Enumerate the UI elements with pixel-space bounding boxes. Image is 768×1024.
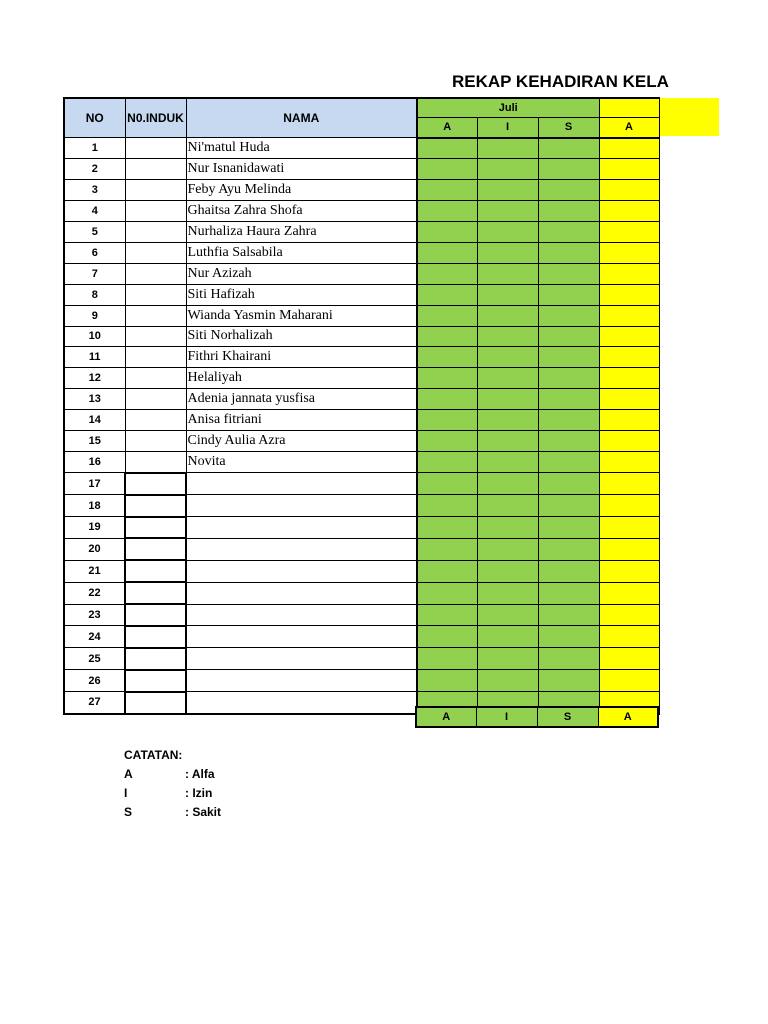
cell-i[interactable] <box>477 670 538 692</box>
cell-s[interactable] <box>538 604 599 626</box>
cell-a[interactable] <box>417 538 477 560</box>
cell-s[interactable] <box>538 473 599 495</box>
cell-induk[interactable] <box>125 180 186 201</box>
cell-a[interactable] <box>417 430 477 451</box>
table-row <box>64 670 659 692</box>
cell-no[interactable]: 2 <box>64 159 125 180</box>
cell-induk[interactable] <box>125 626 186 648</box>
header-month[interactable]: Juli <box>417 98 599 118</box>
cell-s[interactable] <box>538 495 599 517</box>
cell-s[interactable] <box>538 410 599 431</box>
table-row <box>64 180 659 201</box>
table-row <box>64 560 659 582</box>
cell-next-a[interactable] <box>599 201 659 222</box>
cell-a[interactable] <box>417 180 477 201</box>
cell-nama[interactable] <box>186 604 417 626</box>
cell-a[interactable] <box>417 368 477 389</box>
cell-next-a[interactable] <box>599 560 659 582</box>
cell-i[interactable] <box>477 347 538 368</box>
cell-s[interactable] <box>538 326 599 347</box>
cell-next-a[interactable] <box>599 263 659 284</box>
cell-nama[interactable]: Wianda Yasmin Maharani <box>186 305 417 326</box>
footer-subheader <box>415 706 659 728</box>
cell-no[interactable]: 15 <box>64 430 125 451</box>
cell-induk[interactable] <box>125 284 186 305</box>
cell-nama[interactable]: Siti Norhalizah <box>186 326 417 347</box>
cell-next-a[interactable] <box>599 347 659 368</box>
table-row <box>64 242 659 263</box>
attendance-table <box>63 97 660 715</box>
cell-nama[interactable]: Luthfia Salsabila <box>186 242 417 263</box>
cell-nama[interactable] <box>186 495 417 517</box>
table-row <box>64 410 659 431</box>
cell-i[interactable] <box>477 138 538 159</box>
table-row <box>64 517 659 539</box>
note-key: S <box>124 805 133 819</box>
cell-next-a[interactable] <box>599 538 659 560</box>
cell-no[interactable]: 14 <box>64 410 125 431</box>
header-sub-a[interactable]: A <box>417 118 477 138</box>
cell-no[interactable]: 25 <box>64 648 125 670</box>
cell-no[interactable]: 18 <box>64 495 125 517</box>
cell-next-a[interactable] <box>599 670 659 692</box>
cell-nama[interactable] <box>186 560 417 582</box>
cell-next-a[interactable] <box>599 159 659 180</box>
table-row <box>64 430 659 451</box>
cell-i[interactable] <box>477 159 538 180</box>
table-row <box>64 138 659 159</box>
cell-induk[interactable] <box>125 368 186 389</box>
table-row <box>64 284 659 305</box>
cell-s[interactable] <box>538 560 599 582</box>
sheet-title: REKAP KEHADIRAN KELA <box>452 72 669 91</box>
cell-nama[interactable] <box>186 582 417 604</box>
cell-nama[interactable] <box>186 692 417 714</box>
cell-induk[interactable] <box>125 347 186 368</box>
cell-i[interactable] <box>477 495 538 517</box>
cell-no[interactable]: 20 <box>64 538 125 560</box>
cell-s[interactable] <box>538 368 599 389</box>
footer-next-sub-a[interactable]: A <box>598 707 658 727</box>
cell-induk[interactable] <box>125 582 186 604</box>
cell-no[interactable]: 6 <box>64 242 125 263</box>
header-next-month[interactable] <box>599 98 659 118</box>
cell-a[interactable] <box>417 242 477 263</box>
cell-s[interactable] <box>538 222 599 243</box>
notes-heading: CATATAN: <box>124 748 183 762</box>
footer-sub-a[interactable]: A <box>416 707 476 727</box>
cell-a[interactable] <box>417 626 477 648</box>
cell-nama[interactable] <box>186 538 417 560</box>
cell-a[interactable] <box>417 670 477 692</box>
table-row <box>64 305 659 326</box>
cell-next-a[interactable] <box>599 222 659 243</box>
cell-a[interactable] <box>417 582 477 604</box>
cell-no[interactable]: 27 <box>64 692 125 714</box>
cell-a[interactable] <box>417 604 477 626</box>
cell-a[interactable] <box>417 263 477 284</box>
cell-i[interactable] <box>477 242 538 263</box>
cell-s[interactable] <box>538 138 599 159</box>
cell-no[interactable]: 10 <box>64 326 125 347</box>
cell-i[interactable] <box>477 604 538 626</box>
cell-i[interactable] <box>477 326 538 347</box>
cell-induk[interactable] <box>125 560 186 582</box>
cell-nama[interactable]: Nur Azizah <box>186 263 417 284</box>
cell-induk[interactable] <box>125 222 186 243</box>
cell-no[interactable]: 13 <box>64 389 125 410</box>
cell-induk[interactable] <box>125 692 186 714</box>
cell-no[interactable]: 7 <box>64 263 125 284</box>
cell-no[interactable]: 4 <box>64 201 125 222</box>
cell-a[interactable] <box>417 495 477 517</box>
cell-induk[interactable] <box>125 242 186 263</box>
cell-a[interactable] <box>417 201 477 222</box>
cell-next-a[interactable] <box>599 242 659 263</box>
cell-i[interactable] <box>477 368 538 389</box>
table-row <box>64 326 659 347</box>
footer-sub-s[interactable]: S <box>537 707 598 727</box>
cell-nama[interactable] <box>186 670 417 692</box>
cell-induk[interactable] <box>125 389 186 410</box>
cell-next-a[interactable] <box>599 495 659 517</box>
cell-i[interactable] <box>477 284 538 305</box>
cell-s[interactable] <box>538 670 599 692</box>
cell-nama[interactable]: Helaliyah <box>186 368 417 389</box>
cell-nama[interactable]: Fithri Khairani <box>186 347 417 368</box>
note-value: : Sakit <box>185 805 222 819</box>
header-sub-s[interactable]: S <box>538 118 599 138</box>
cell-induk[interactable] <box>125 538 186 560</box>
cell-s[interactable] <box>538 648 599 670</box>
cell-s[interactable] <box>538 159 599 180</box>
cell-next-a[interactable] <box>599 326 659 347</box>
cell-next-a[interactable] <box>599 430 659 451</box>
cell-next-a[interactable] <box>599 648 659 670</box>
cell-no[interactable]: 23 <box>64 604 125 626</box>
cell-a[interactable] <box>417 451 477 472</box>
cell-s[interactable] <box>538 242 599 263</box>
cell-i[interactable] <box>477 222 538 243</box>
note-item <box>124 784 221 803</box>
cell-i[interactable] <box>477 305 538 326</box>
cell-nama[interactable]: Feby Ayu Melinda <box>186 180 417 201</box>
cell-nama[interactable] <box>186 626 417 648</box>
cell-induk[interactable] <box>125 430 186 451</box>
header-no[interactable]: NO <box>64 98 125 138</box>
cell-next-a[interactable] <box>599 368 659 389</box>
cell-induk[interactable] <box>125 201 186 222</box>
cell-s[interactable] <box>538 201 599 222</box>
cell-s[interactable] <box>538 305 599 326</box>
note-value: : Izin <box>185 786 213 800</box>
cell-induk[interactable] <box>125 159 186 180</box>
cell-a[interactable] <box>417 138 477 159</box>
table-row <box>64 159 659 180</box>
cell-next-a[interactable] <box>599 180 659 201</box>
cell-no[interactable]: 8 <box>64 284 125 305</box>
table-row <box>64 263 659 284</box>
cell-next-a[interactable] <box>599 451 659 472</box>
cell-i[interactable] <box>477 263 538 284</box>
cell-no[interactable]: 21 <box>64 560 125 582</box>
cell-nama[interactable] <box>186 648 417 670</box>
cell-i[interactable] <box>477 451 538 472</box>
cell-nama[interactable]: Adenia jannata yusfisa <box>186 389 417 410</box>
cell-nama[interactable]: Ghaitsa Zahra Shofa <box>186 201 417 222</box>
cell-i[interactable] <box>477 389 538 410</box>
cell-i[interactable] <box>477 410 538 431</box>
cell-i[interactable] <box>477 430 538 451</box>
cell-next-a[interactable] <box>599 626 659 648</box>
cell-next-a[interactable] <box>599 604 659 626</box>
cell-s[interactable] <box>538 626 599 648</box>
cell-a[interactable] <box>417 389 477 410</box>
header-induk[interactable]: N0.INDUK <box>125 98 186 138</box>
table-row <box>64 495 659 517</box>
table-row <box>64 626 659 648</box>
cell-s[interactable] <box>538 517 599 539</box>
cell-nama[interactable] <box>186 473 417 495</box>
cell-next-a[interactable] <box>599 138 659 159</box>
cell-a[interactable] <box>417 326 477 347</box>
notes-section <box>124 746 221 822</box>
cell-i[interactable] <box>477 582 538 604</box>
cell-nama[interactable]: Nurhaliza Haura Zahra <box>186 222 417 243</box>
cell-a[interactable] <box>417 305 477 326</box>
cell-no[interactable]: 22 <box>64 582 125 604</box>
cell-no[interactable]: 26 <box>64 670 125 692</box>
cell-a[interactable] <box>417 159 477 180</box>
cell-nama[interactable]: Novita <box>186 451 417 472</box>
table-row <box>64 201 659 222</box>
table-row <box>64 347 659 368</box>
cell-induk[interactable] <box>125 451 186 472</box>
cell-no[interactable]: 5 <box>64 222 125 243</box>
cell-no[interactable]: 1 <box>64 138 125 159</box>
cell-nama[interactable]: Ni'matul Huda <box>186 138 417 159</box>
cell-induk[interactable] <box>125 670 186 692</box>
cell-i[interactable] <box>477 648 538 670</box>
footer-sub-i[interactable]: I <box>476 707 537 727</box>
cell-next-a[interactable] <box>599 305 659 326</box>
note-item <box>124 765 221 784</box>
cell-i[interactable] <box>477 626 538 648</box>
cell-s[interactable] <box>538 347 599 368</box>
cell-induk[interactable] <box>125 263 186 284</box>
table-row <box>64 222 659 243</box>
cell-a[interactable] <box>417 410 477 431</box>
cell-a[interactable] <box>417 284 477 305</box>
cell-next-a[interactable] <box>599 389 659 410</box>
note-key: I <box>124 786 128 800</box>
cell-induk[interactable] <box>125 648 186 670</box>
cell-no[interactable]: 17 <box>64 473 125 495</box>
note-value: : Alfa <box>185 767 215 781</box>
cell-a[interactable] <box>417 560 477 582</box>
cell-no[interactable]: 12 <box>64 368 125 389</box>
cell-a[interactable] <box>417 473 477 495</box>
table-row <box>64 538 659 560</box>
cell-i[interactable] <box>477 560 538 582</box>
table-body <box>64 138 659 714</box>
cell-s[interactable] <box>538 284 599 305</box>
cell-nama[interactable] <box>186 517 417 539</box>
cell-no[interactable]: 11 <box>64 347 125 368</box>
cell-a[interactable] <box>417 347 477 368</box>
cell-nama[interactable]: Cindy Aulia Azra <box>186 430 417 451</box>
cell-nama[interactable]: Anisa fitriani <box>186 410 417 431</box>
cell-induk[interactable] <box>125 495 186 517</box>
cell-a[interactable] <box>417 648 477 670</box>
cell-a[interactable] <box>417 222 477 243</box>
cell-i[interactable] <box>477 180 538 201</box>
cell-s[interactable] <box>538 389 599 410</box>
cell-next-a[interactable] <box>599 517 659 539</box>
cell-no[interactable]: 16 <box>64 451 125 472</box>
cell-next-a[interactable] <box>599 410 659 431</box>
cell-s[interactable] <box>538 451 599 472</box>
cell-induk[interactable] <box>125 473 186 495</box>
cell-next-a[interactable] <box>599 473 659 495</box>
cell-no[interactable]: 9 <box>64 305 125 326</box>
cell-s[interactable] <box>538 263 599 284</box>
cell-induk[interactable] <box>125 517 186 539</box>
table-row <box>64 473 659 495</box>
cell-no[interactable]: 19 <box>64 517 125 539</box>
cell-induk[interactable] <box>125 305 186 326</box>
table-row <box>64 389 659 410</box>
cell-s[interactable] <box>538 538 599 560</box>
header-next-sub-a[interactable]: A <box>599 118 659 138</box>
cell-induk[interactable] <box>125 138 186 159</box>
cell-i[interactable] <box>477 538 538 560</box>
cell-i[interactable] <box>477 517 538 539</box>
cell-s[interactable] <box>538 180 599 201</box>
cell-no[interactable]: 3 <box>64 180 125 201</box>
cell-i[interactable] <box>477 201 538 222</box>
header-sub-i[interactable]: I <box>477 118 538 138</box>
table-row <box>64 582 659 604</box>
cell-next-a[interactable] <box>599 582 659 604</box>
cell-s[interactable] <box>538 430 599 451</box>
cell-nama[interactable]: Nur Isnanidawati <box>186 159 417 180</box>
cell-nama[interactable]: Siti Hafizah <box>186 284 417 305</box>
cell-induk[interactable] <box>125 604 186 626</box>
note-item <box>124 803 221 822</box>
table-row <box>64 451 659 472</box>
table-row <box>64 648 659 670</box>
table-row <box>64 368 659 389</box>
cell-s[interactable] <box>538 582 599 604</box>
table-row <box>64 604 659 626</box>
header-nama[interactable]: NAMA <box>186 98 417 138</box>
cell-next-a[interactable] <box>599 284 659 305</box>
cell-a[interactable] <box>417 517 477 539</box>
cell-induk[interactable] <box>125 326 186 347</box>
yellow-header-extension <box>657 98 719 136</box>
note-key: A <box>124 767 133 781</box>
cell-induk[interactable] <box>125 410 186 431</box>
cell-no[interactable]: 24 <box>64 626 125 648</box>
cell-i[interactable] <box>477 473 538 495</box>
